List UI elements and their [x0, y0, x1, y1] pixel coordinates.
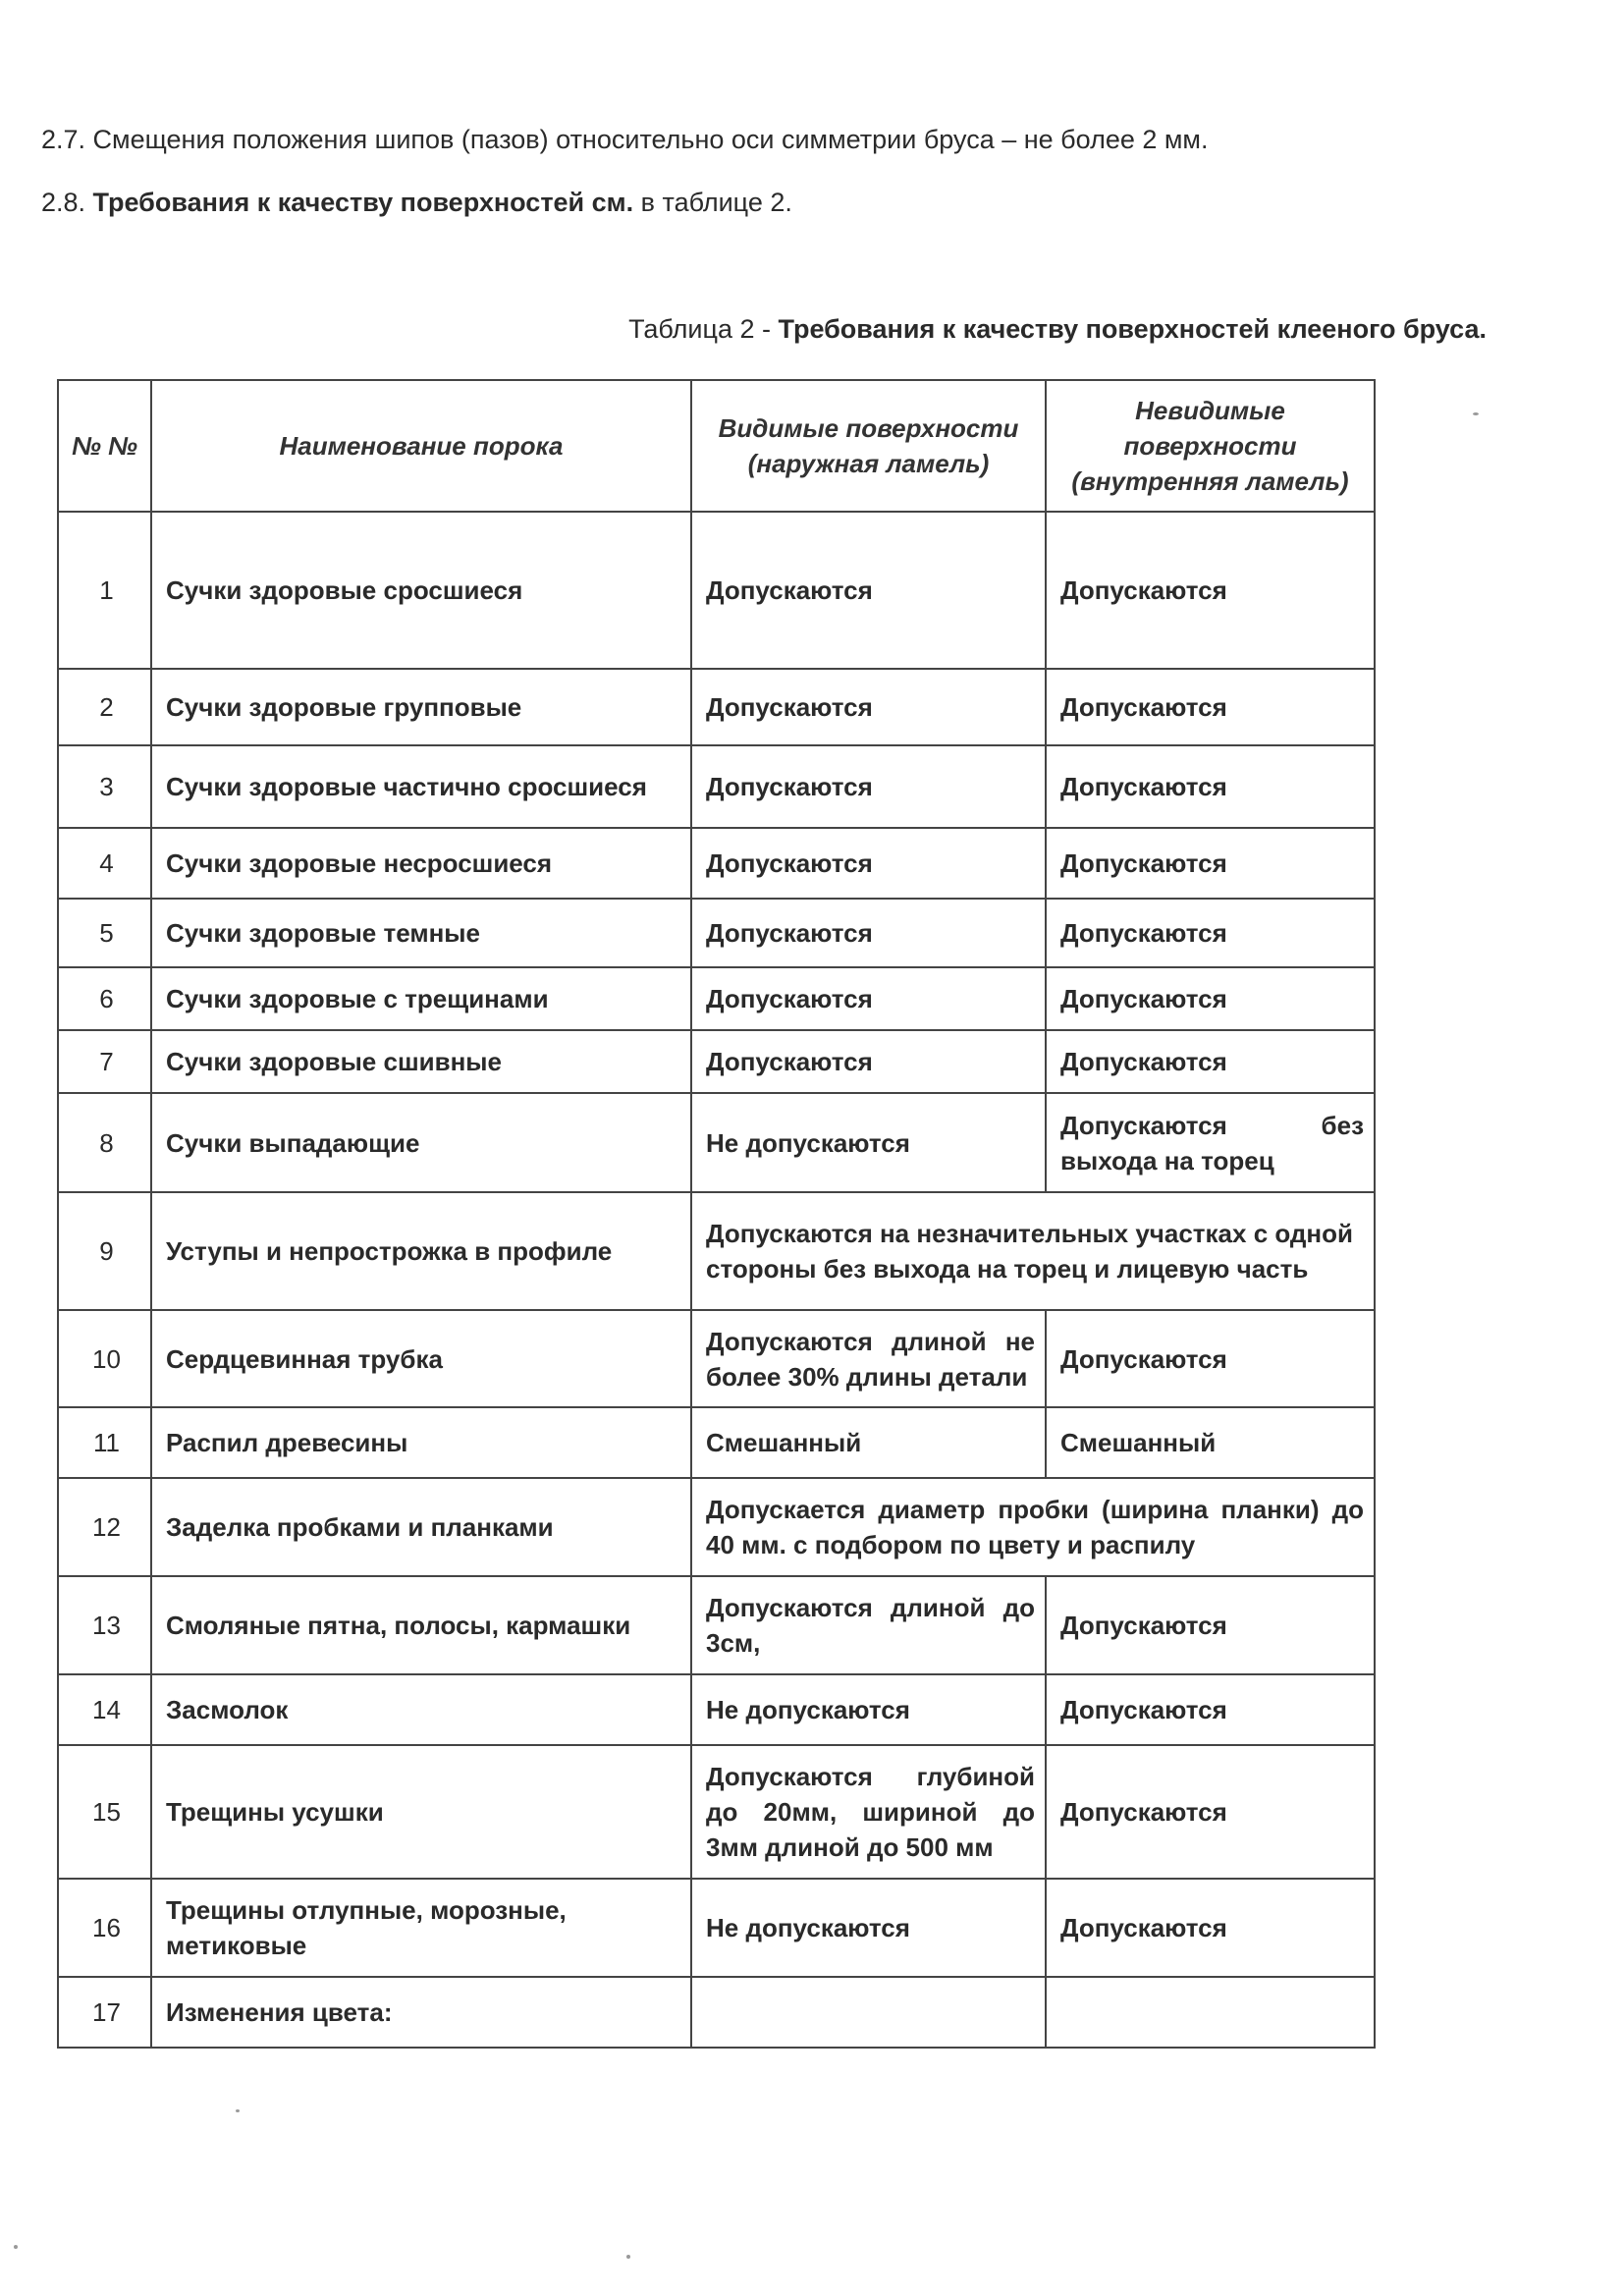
- row-number: 9: [58, 1192, 151, 1310]
- invisible-value: Допускаются: [1046, 745, 1375, 828]
- invisible-value: [1046, 1977, 1375, 2048]
- table-row: [58, 1407, 1375, 1478]
- table-row: [58, 828, 1375, 899]
- defect-name: Трещины отлупные, морозные, метиковые: [151, 1879, 691, 1977]
- visible-value: Не допускаются: [691, 1879, 1046, 1977]
- defect-name: Сучки здоровые сшивные: [151, 1030, 691, 1093]
- row-number: 17: [58, 1977, 151, 2048]
- table-header-row: [58, 380, 1375, 512]
- visible-value: Не допускаются: [691, 1674, 1046, 1745]
- defect-name: Сучки выпадающие: [151, 1093, 691, 1192]
- visible-value: Допускаются: [691, 1030, 1046, 1093]
- invisible-value: Допускаются: [1046, 828, 1375, 899]
- row-number: 8: [58, 1093, 151, 1192]
- table-row: [58, 1879, 1375, 1977]
- visible-value: Допускаются: [691, 967, 1046, 1030]
- p28-prefix: 2.8.: [41, 188, 93, 217]
- visible-value: Допускаются: [691, 669, 1046, 745]
- defect-name: Уступы и непрострожка в профиле: [151, 1192, 691, 1310]
- defects-table: [57, 379, 1376, 2049]
- defect-name: Сердцевинная трубка: [151, 1310, 691, 1407]
- defect-name: Распил древесины: [151, 1407, 691, 1478]
- table-row: [58, 1478, 1375, 1576]
- table-row: [58, 1977, 1375, 2048]
- row-number: 2: [58, 669, 151, 745]
- table-row: [58, 745, 1375, 828]
- defect-name: Заделка пробками и планками: [151, 1478, 691, 1576]
- merged-value: Допускаются на незначительных участках с одной стороны без выхода на торец и лицевую часть: [691, 1192, 1375, 1310]
- row-number: 5: [58, 899, 151, 967]
- visible-value: Допускаются: [691, 512, 1046, 669]
- visible-value: Смешанный: [691, 1407, 1046, 1478]
- defect-name: Засмолок: [151, 1674, 691, 1745]
- invisible-value: Смешанный: [1046, 1407, 1375, 1478]
- row-number: 3: [58, 745, 151, 828]
- row-number: 1: [58, 512, 151, 669]
- scan-speck: [626, 2255, 630, 2259]
- table-caption: [628, 314, 1487, 345]
- table-row: [58, 1093, 1375, 1192]
- table-row: [58, 1030, 1375, 1093]
- row-number: 6: [58, 967, 151, 1030]
- merged-value: Допускается диаметр пробки (ширина планки) до 40 мм. с подбором по цвету и распилу: [691, 1478, 1375, 1576]
- header-num: № №: [58, 380, 151, 512]
- scan-speck: [14, 2245, 18, 2249]
- defect-name: Сучки здоровые несросшиеся: [151, 828, 691, 899]
- table-row: [58, 1674, 1375, 1745]
- invisible-value: Допускаются: [1046, 1674, 1375, 1745]
- header-invisible: Невидимые поверхности (внутренняя ламель): [1046, 380, 1375, 512]
- table-row: [58, 1745, 1375, 1879]
- caption-title: Требования к качеству поверхностей клееного бруса.: [778, 314, 1487, 344]
- row-number: 15: [58, 1745, 151, 1879]
- p28-bold: Требования к качеству поверхностей см.: [92, 188, 634, 217]
- visible-value: Допускаются длиной не более 30% длины детали: [691, 1310, 1046, 1407]
- defect-name: Сучки здоровые с трещинами: [151, 967, 691, 1030]
- defect-name: Трещины усушки: [151, 1745, 691, 1879]
- invisible-value: Допускаются: [1046, 899, 1375, 967]
- row-number: 10: [58, 1310, 151, 1407]
- defect-name: Изменения цвета:: [151, 1977, 691, 2048]
- invisible-value: Допускаются: [1046, 1745, 1375, 1879]
- visible-value: Допускаются глубиной до 20мм, шириной до 3мм длиной до 500 мм: [691, 1745, 1046, 1879]
- visible-value: Допускаются: [691, 745, 1046, 828]
- caption-prefix: Таблица 2 -: [628, 314, 779, 344]
- row-number: 12: [58, 1478, 151, 1576]
- visible-value: Допускаются: [691, 828, 1046, 899]
- row-number: 11: [58, 1407, 151, 1478]
- invisible-value: Допускаются: [1046, 669, 1375, 745]
- table-row: [58, 1192, 1375, 1310]
- visible-value: Допускаются: [691, 899, 1046, 967]
- table-row: [58, 512, 1375, 669]
- paragraph-2-8: [41, 187, 792, 218]
- paragraph-2-7: 2.7. Смещения положения шипов (пазов) относительно оси симметрии бруса – не более 2 мм.: [41, 125, 1209, 154]
- row-number: 7: [58, 1030, 151, 1093]
- scan-speck: [1473, 412, 1479, 415]
- defect-name: Смоляные пятна, полосы, кармашки: [151, 1576, 691, 1674]
- defect-name: Сучки здоровые групповые: [151, 669, 691, 745]
- visible-value: Не допускаются: [691, 1093, 1046, 1192]
- row-number: 4: [58, 828, 151, 899]
- table-row: [58, 1576, 1375, 1674]
- invisible-value: Допускаются: [1046, 1310, 1375, 1407]
- invisible-value: Допускаются без выхода на торец: [1046, 1093, 1375, 1192]
- scan-speck: [236, 2109, 240, 2112]
- invisible-value: Допускаются: [1046, 1576, 1375, 1674]
- table-row: [58, 669, 1375, 745]
- defect-name: Сучки здоровые темные: [151, 899, 691, 967]
- defect-name: Сучки здоровые частично сросшиеся: [151, 745, 691, 828]
- p28-suffix: в таблице 2.: [633, 188, 792, 217]
- row-number: 16: [58, 1879, 151, 1977]
- defect-name: Сучки здоровые сросшиеся: [151, 512, 691, 669]
- table-row: [58, 1310, 1375, 1407]
- table-row: [58, 967, 1375, 1030]
- invisible-value: Допускаются: [1046, 967, 1375, 1030]
- table-row: [58, 899, 1375, 967]
- row-number: 13: [58, 1576, 151, 1674]
- row-number: 14: [58, 1674, 151, 1745]
- invisible-value: Допускаются: [1046, 1030, 1375, 1093]
- header-name: Наименование порока: [151, 380, 691, 512]
- header-visible: Видимые поверхности (наружная ламель): [691, 380, 1046, 512]
- visible-value: Допускаются длиной до 3см,: [691, 1576, 1046, 1674]
- invisible-value: Допускаются: [1046, 512, 1375, 669]
- invisible-value: Допускаются: [1046, 1879, 1375, 1977]
- visible-value: [691, 1977, 1046, 2048]
